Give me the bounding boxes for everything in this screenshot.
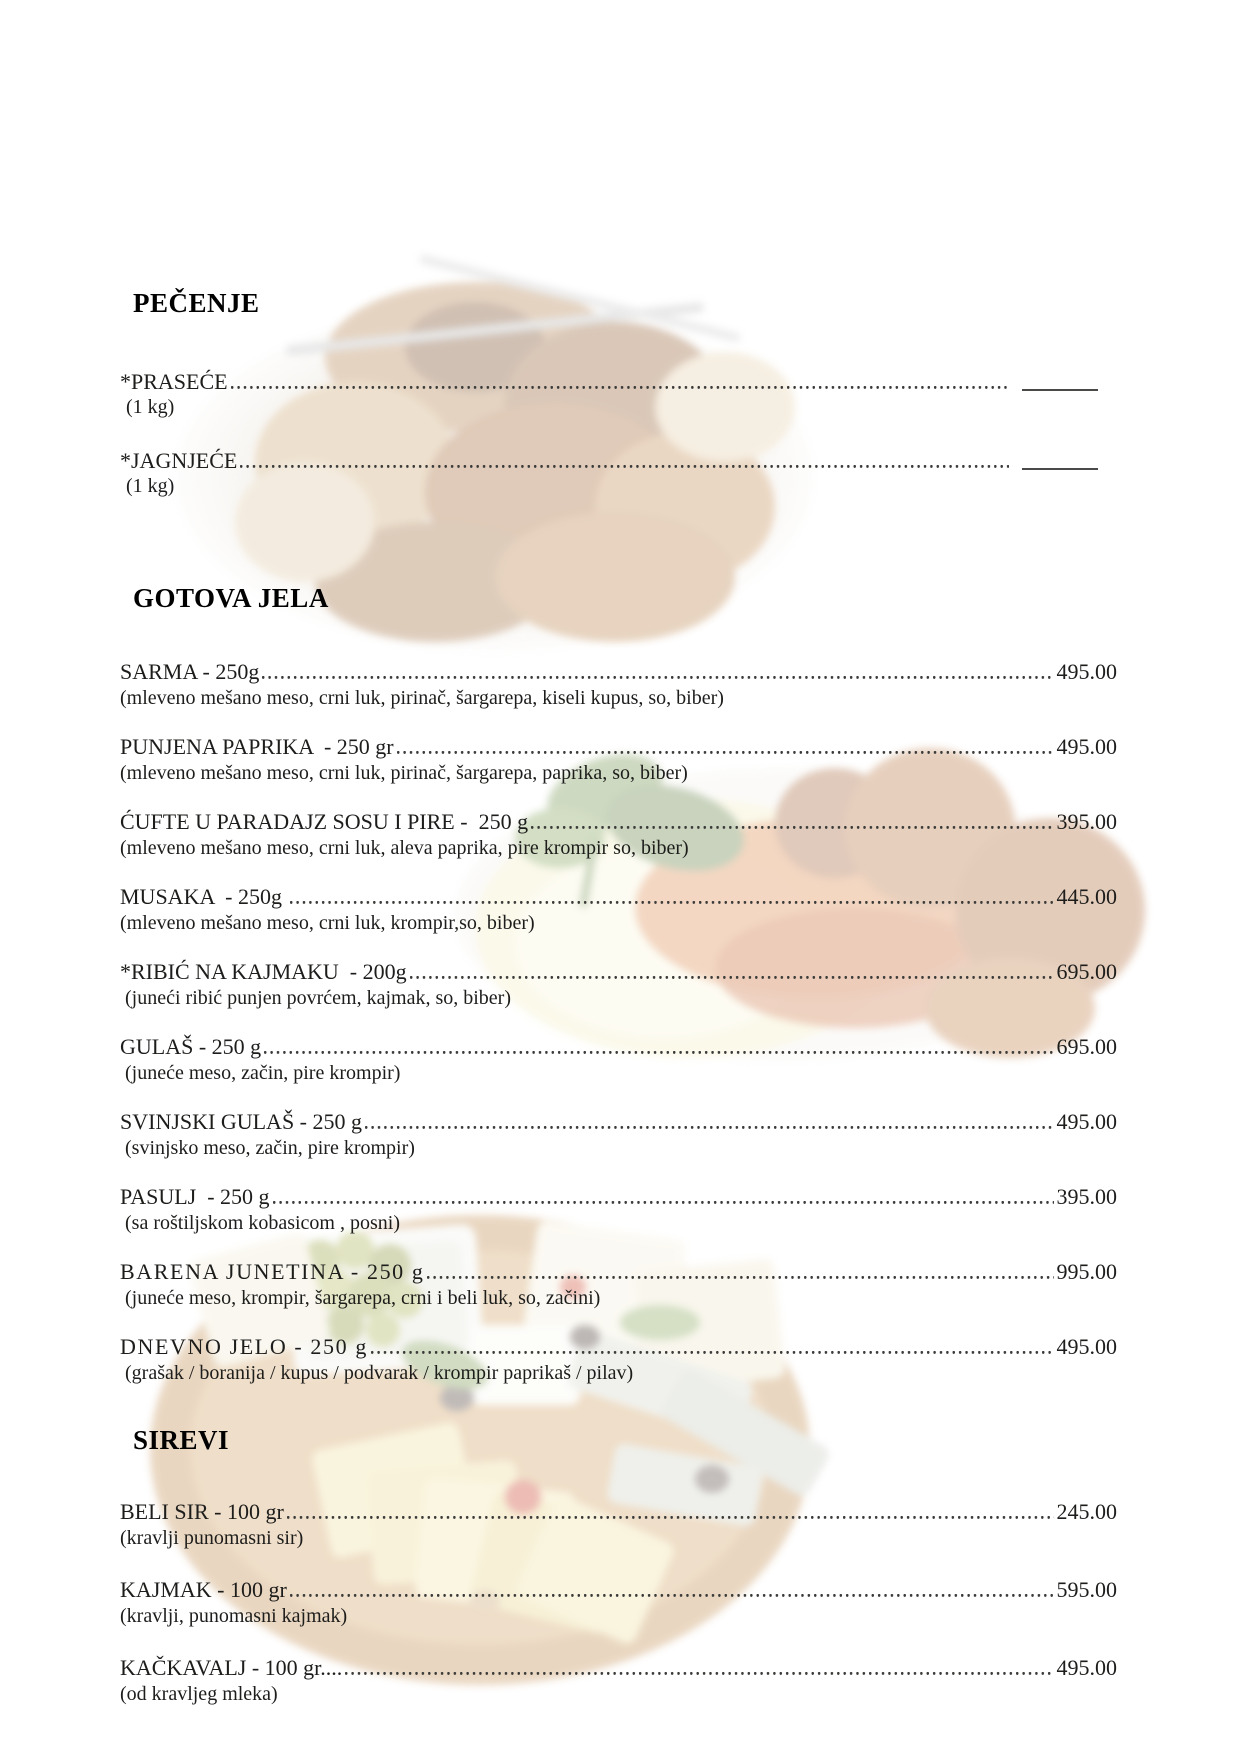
item-description: (sa roštiljskom kobasicom , posni) xyxy=(120,1212,400,1234)
item-name: PASULJ - 250 g xyxy=(120,1184,270,1209)
item-name: KAJMAK - 100 gr xyxy=(120,1577,287,1602)
item-price: 445.00 xyxy=(1056,884,1117,909)
menu-item-row xyxy=(120,368,1098,395)
menu-item-row xyxy=(120,883,1117,910)
menu-item xyxy=(120,808,1242,861)
item-price: 595.00 xyxy=(1056,1577,1117,1602)
item-name: MUSAKA - 250g xyxy=(120,884,288,909)
item-name: *RIBIĆ NA KAJMAKU - 200g xyxy=(120,959,407,984)
item-description: (juneće meso, začin, pire krompir) xyxy=(120,1062,401,1084)
dot-leader xyxy=(262,658,1053,685)
item-name: BARENA JUNETINA - 250 g xyxy=(120,1259,425,1284)
item-price: 495.00 xyxy=(1056,659,1117,684)
item-price: 495.00 xyxy=(1056,1655,1117,1680)
dot-leader xyxy=(427,1258,1053,1285)
menu-item-row xyxy=(120,1498,1117,1525)
item-price: 495.00 xyxy=(1056,734,1117,759)
menu-item-row xyxy=(120,1033,1117,1060)
menu-item xyxy=(120,1498,1242,1551)
dot-leader xyxy=(290,1576,1054,1603)
item-description: (mleveno mešano meso, crni luk, pirinač, šargarepa, paprika, so, biber) xyxy=(120,762,688,784)
dot-leader xyxy=(371,1333,1054,1360)
dot-leader xyxy=(264,1033,1053,1060)
menu-item xyxy=(120,658,1242,711)
dot-leader xyxy=(410,958,1054,985)
item-description: (mleveno mešano meso, crni luk, aleva paprika, pire krompir so, biber) xyxy=(120,837,689,859)
item-name: *JAGNJEĆE xyxy=(120,448,238,473)
dot-leader xyxy=(397,733,1054,760)
menu-item xyxy=(120,1258,1242,1311)
menu-section-sirevi xyxy=(120,1425,1242,1707)
item-description: (svinjsko meso, začin, pire krompir) xyxy=(120,1137,415,1159)
menu-section-pecenje xyxy=(120,288,1242,498)
menu-item xyxy=(120,1033,1242,1086)
menu-item-row xyxy=(120,1654,1117,1681)
section-title-gotova-jela: GOTOVA JELA xyxy=(133,583,329,613)
item-price: 395.00 xyxy=(1056,809,1117,834)
menu-item xyxy=(120,733,1242,786)
menu-item-row xyxy=(120,733,1117,760)
menu-item xyxy=(120,883,1242,936)
dot-leader xyxy=(273,1183,1054,1210)
item-weight-note: (1 kg) xyxy=(126,396,175,418)
item-price: 395.00 xyxy=(1056,1184,1117,1209)
item-price: 495.00 xyxy=(1056,1109,1117,1134)
menu-item xyxy=(120,447,1242,498)
dot-leader xyxy=(231,368,1009,395)
item-description: (kravlji, punomasni kajmak) xyxy=(120,1605,348,1627)
menu-item-row xyxy=(120,1576,1117,1603)
dot-leader xyxy=(240,447,1009,474)
menu-item xyxy=(120,1654,1242,1707)
dot-leader xyxy=(345,1654,1053,1681)
item-price: 695.00 xyxy=(1056,959,1117,984)
section-title-sirevi: SIREVI xyxy=(133,1425,230,1455)
menu-item-row xyxy=(120,1108,1117,1135)
item-name: BELI SIR - 100 gr xyxy=(120,1499,284,1524)
dot-leader xyxy=(365,1108,1053,1135)
item-description: (grašak / boranija / kupus / podvarak / krompir paprikaš / pilav) xyxy=(120,1362,634,1384)
item-description: (juneći ribić punjen povrćem, kajmak, so, biber) xyxy=(120,987,511,1009)
menu-item xyxy=(120,1183,1242,1236)
item-name: PUNJENA PAPRIKA - 250 gr xyxy=(120,734,394,759)
dot-leader xyxy=(290,883,1053,910)
item-price: 495.00 xyxy=(1056,1334,1117,1359)
menu-item-row xyxy=(120,658,1117,685)
item-name: GULAŠ - 250 g xyxy=(120,1034,262,1059)
item-price: 245.00 xyxy=(1056,1499,1117,1524)
item-name: KAČKAVALJ - 100 gr.... xyxy=(120,1655,343,1680)
item-weight-note: (1 kg) xyxy=(126,475,175,497)
dot-leader xyxy=(287,1498,1054,1525)
item-description: (mleveno mešano meso, crni luk, pirinač, šargarepa, kiseli kupus, so, biber) xyxy=(120,687,724,709)
menu-item-row xyxy=(120,1183,1117,1210)
dot-leader xyxy=(531,808,1053,835)
menu-item xyxy=(120,368,1242,419)
item-description: (juneće meso, krompir, šargarepa, crni i beli luk, so, začini) xyxy=(120,1287,601,1309)
menu-item xyxy=(120,1576,1242,1629)
menu-item xyxy=(120,1333,1242,1386)
item-name: *PRASEĆE xyxy=(120,369,228,394)
item-description: (mleveno mešano meso, crni luk, krompir,so, biber) xyxy=(120,912,535,934)
menu-item-row xyxy=(120,808,1117,835)
item-price: 995.00 xyxy=(1056,1259,1117,1284)
menu-item-row xyxy=(120,958,1117,985)
item-price: 695.00 xyxy=(1056,1034,1117,1059)
menu-item-row xyxy=(120,1333,1117,1360)
section-title-pecenje: PEČENJE xyxy=(133,288,260,318)
menu-section-gotova-jela xyxy=(120,583,1242,1386)
item-name: SARMA - 250g xyxy=(120,659,260,684)
price-blank-line xyxy=(1022,371,1098,391)
menu-item-row xyxy=(120,447,1098,474)
price-blank-line xyxy=(1022,450,1098,470)
menu-item xyxy=(120,958,1242,1011)
item-name: SVINJSKI GULAŠ - 250 g xyxy=(120,1109,363,1134)
item-description: (kravlji punomasni sir) xyxy=(120,1527,304,1549)
menu-item xyxy=(120,1108,1242,1161)
item-name: ĆUFTE U PARADAJZ SOSU I PIRE - 250 g xyxy=(120,809,529,834)
item-description: (od kravljeg mleka) xyxy=(120,1683,278,1705)
menu-item-row xyxy=(120,1258,1117,1285)
item-name: DNEVNO JELO - 250 g xyxy=(120,1334,368,1359)
